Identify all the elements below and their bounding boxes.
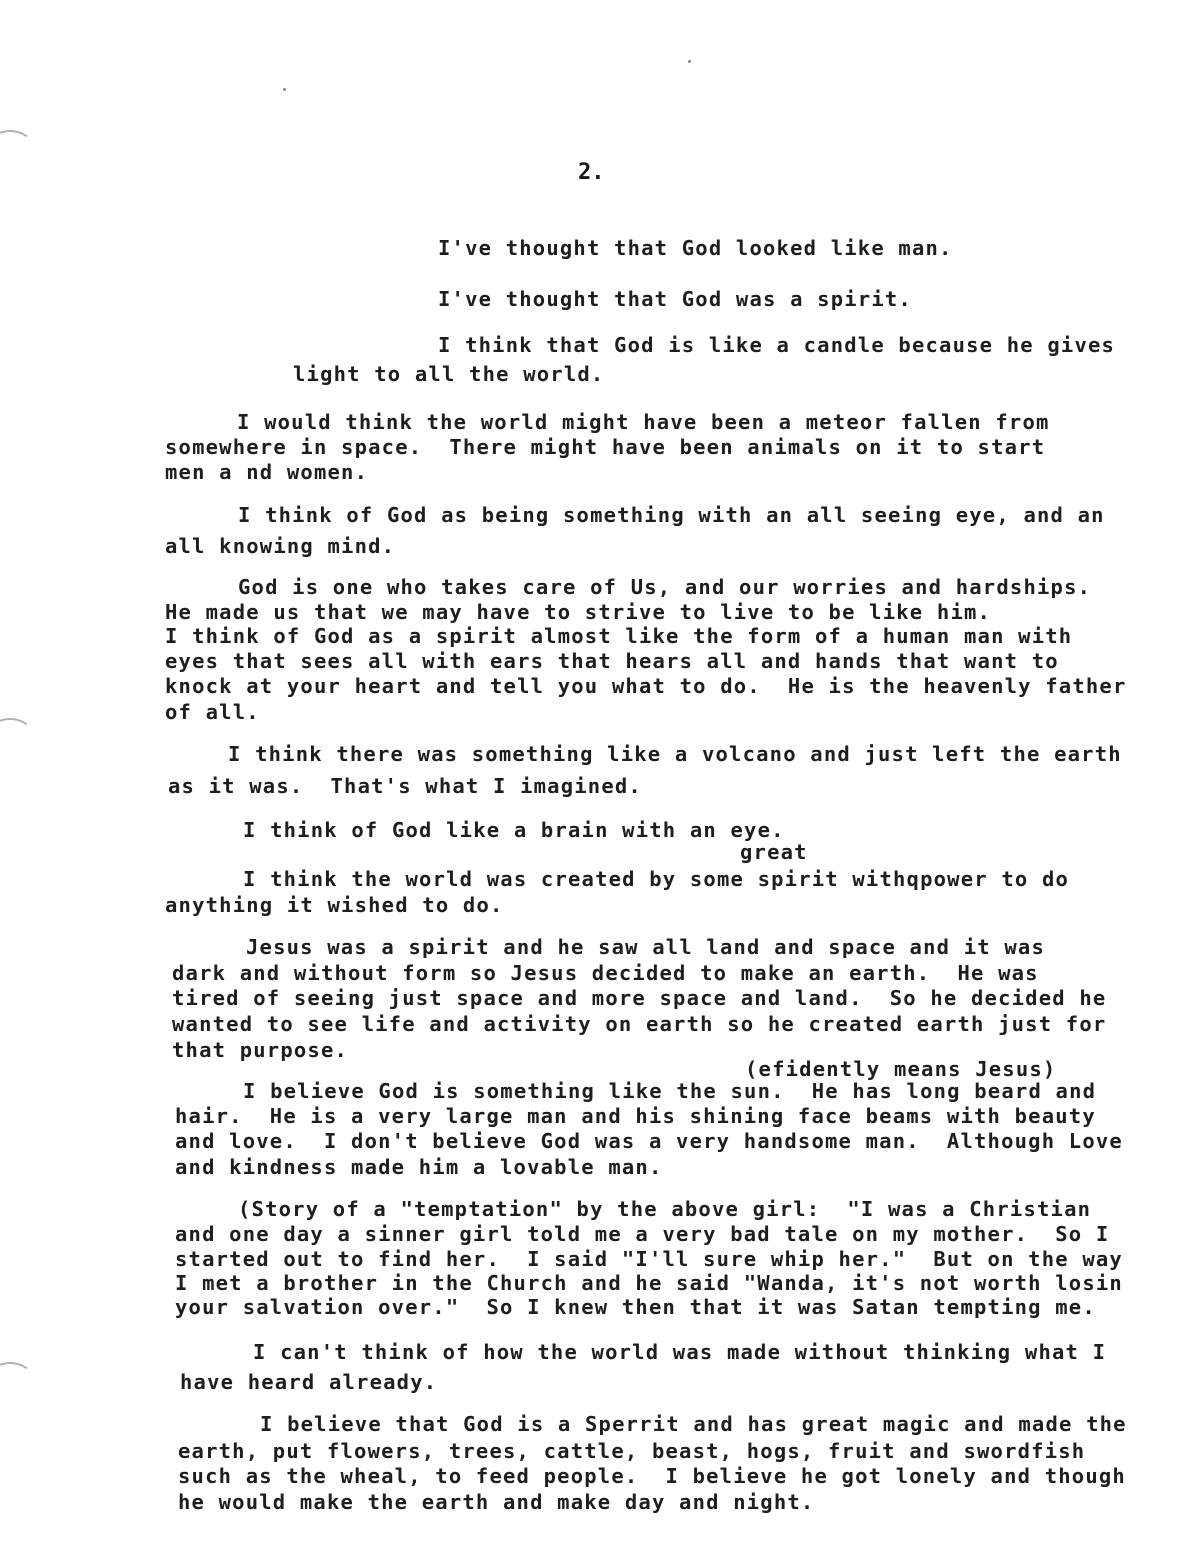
- paper-speck: [688, 60, 691, 63]
- text-line: your salvation over." So I knew then that it was Satan tempting me.: [175, 1295, 1096, 1319]
- text-line: He made us that we may have to strive to live to be like him.: [165, 600, 992, 624]
- text-line: earth, put flowers, trees, cattle, beast, hogs, fruit and swordfish: [178, 1439, 1086, 1463]
- punch-hole-middle: [0, 713, 45, 783]
- text-line: I've thought that God was a spirit.: [438, 287, 912, 311]
- text-line: dark and without form so Jesus decided to make an earth. He was: [172, 961, 1039, 985]
- text-line: and love. I don't believe God was a very handsome man. Although Love: [175, 1129, 1123, 1153]
- text-line: all knowing mind.: [165, 534, 396, 558]
- text-line: and kindness made him a lovable man.: [175, 1155, 663, 1179]
- text-line: I believe God is something like the sun. He has long beard and: [243, 1079, 1097, 1103]
- text-line: I met a brother in the Church and he said "Wanda, it's not worth losin: [175, 1271, 1123, 1295]
- text-line: tired of seeing just space and more space and land. So he decided he: [172, 986, 1107, 1010]
- text-line: God is one who takes care of Us, and our worries and hardships.: [238, 575, 1092, 599]
- text-line: I can't think of how the world was made without thinking what I: [253, 1340, 1107, 1364]
- paper-speck: [283, 88, 286, 91]
- text-line: I think the world was created by some spirit withqpower to do: [243, 867, 1070, 891]
- text-line: (Story of a "temptation" by the above girl: "I was a Christian: [238, 1197, 1092, 1221]
- text-line: (efidently means Jesus): [745, 1057, 1057, 1081]
- text-line: wanted to see life and activity on earth so he created earth just for: [172, 1012, 1107, 1036]
- text-line: have heard already.: [180, 1370, 438, 1394]
- text-line: I've thought that God looked like man.: [438, 236, 953, 260]
- text-line: light to all the world.: [293, 362, 605, 386]
- text-line: Jesus was a spirit and he saw all land and space and it was: [246, 935, 1045, 959]
- text-line: I think of God as being something with an all seeing eye, and an: [238, 503, 1105, 527]
- text-line: started out to find her. I said "I'll sure whip her." But on the way: [175, 1247, 1123, 1271]
- text-line: I think of God as a spirit almost like the form of a human man with: [165, 624, 1073, 648]
- punch-hole-top: [0, 125, 45, 195]
- text-line: as it was. That's what I imagined.: [168, 774, 642, 798]
- text-line: knock at your heart and tell you what to do. He is the heavenly father: [165, 674, 1127, 698]
- text-line: men a nd women.: [165, 460, 369, 484]
- text-line: and one day a sinner girl told me a very bad tale on my mother. So I: [175, 1222, 1110, 1246]
- text-line: such as the wheal, to feed people. I believe he got lonely and though: [178, 1464, 1126, 1488]
- text-line: I think that God is like a candle because he gives: [438, 333, 1116, 357]
- text-line: I believe that God is a Sperrit and has great magic and made the: [260, 1412, 1127, 1436]
- text-line: he would make the earth and make day and night.: [178, 1490, 815, 1514]
- text-line: somewhere in space. There might have been animals on it to start: [165, 435, 1046, 459]
- text-line: hair. He is a very large man and his shining face beams with beauty: [175, 1104, 1096, 1128]
- page-number: 2.: [578, 160, 605, 185]
- text-line: great: [740, 840, 808, 864]
- punch-hole-bottom: [0, 1357, 45, 1427]
- text-line: that purpose.: [172, 1038, 349, 1062]
- text-line: eyes that sees all with ears that hears all and hands that want to: [165, 649, 1059, 673]
- text-line: of all.: [165, 700, 260, 724]
- text-line: I think there was something like a volcano and just left the earth: [228, 742, 1122, 766]
- text-line: I would think the world might have been a meteor fallen from: [237, 410, 1050, 434]
- text-line: I think of God like a brain with an eye.: [243, 818, 785, 842]
- text-line: anything it wished to do.: [165, 893, 504, 917]
